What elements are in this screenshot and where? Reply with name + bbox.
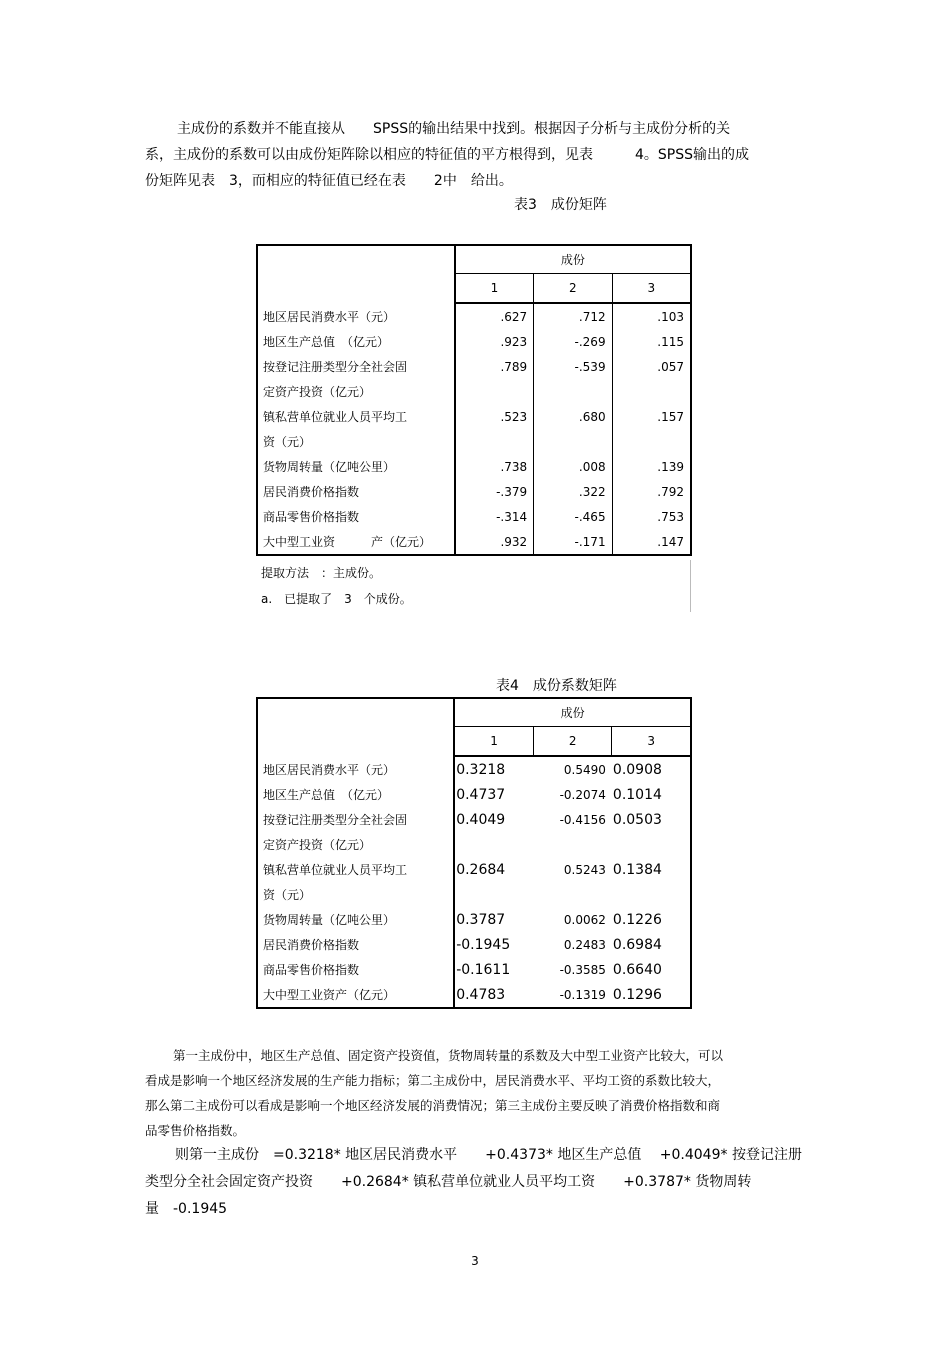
value-cell: 0.5243 — [563, 862, 606, 877]
value-cell: .157 — [657, 409, 684, 424]
page-number: 3 — [471, 1254, 479, 1268]
row-label: 镇私营单位就业人员平均工 — [257, 857, 454, 882]
table-row — [257, 832, 691, 857]
table4-group-header: 成份 — [454, 698, 691, 727]
value-cell: .789 — [455, 354, 534, 379]
value-cell — [455, 429, 534, 454]
value-cell: -.314 — [455, 504, 534, 529]
value-cell: .792 — [657, 484, 684, 499]
table-row — [257, 303, 691, 329]
value-cell: .057 — [657, 359, 684, 374]
value-cell — [534, 379, 612, 404]
row-label: 定资产投资（亿元） — [257, 379, 455, 404]
table-row — [257, 756, 691, 782]
intro-line-1: 主成份的系数并不能直接从 SPSS的输出结果中找到。根据因子分析与主成份分析的关 — [177, 121, 731, 137]
value-cell: 0.4783 — [456, 986, 506, 1003]
value-cell: -.379 — [455, 479, 534, 504]
value-cell: -0.3585 — [559, 962, 606, 977]
value-cell: 0.0503 — [612, 811, 662, 828]
value-cell: -.465 — [534, 504, 612, 529]
row-label: 定资产投资（亿元） — [257, 832, 454, 857]
intro-line-2: 系，主成份的系数可以由成份矩阵除以相应的特征值的平方根得到，见表 4。SPSS输出的成 — [145, 147, 750, 163]
value-cell: -0.1319 — [559, 987, 606, 1002]
value-cell — [454, 832, 533, 857]
value-cell: .322 — [534, 479, 612, 504]
row-label: 资（元） — [257, 429, 455, 454]
row-label: 地区居民消费水平（元） — [257, 756, 454, 782]
row-label: 居民消费价格指数 — [257, 479, 455, 504]
component-coefficient-table — [256, 697, 692, 1009]
table4-col-header: 2 — [533, 727, 612, 757]
value-cell: 0.4737 — [456, 786, 506, 803]
row-label: 地区生产总值 （亿元） — [257, 782, 454, 807]
table3-footnotes — [256, 560, 691, 612]
value-cell: .008 — [534, 454, 612, 479]
row-label: 地区居民消费水平（元） — [257, 303, 455, 329]
value-cell — [533, 832, 612, 857]
table-row — [257, 782, 691, 807]
analysis-line-3: 那么第二主成份可以看成是影响一个地区经济发展的消费情况；第三主成份主要反映了消费价格指数和商 — [145, 1098, 721, 1113]
table4-group-header-row — [257, 698, 691, 727]
table3-footnote-method: 提取方法 ：主成份。 — [261, 566, 382, 580]
value-cell: .523 — [455, 404, 534, 429]
table-row — [257, 479, 691, 504]
value-cell: .932 — [455, 529, 534, 555]
formula-paragraph — [145, 1142, 815, 1223]
value-cell: -0.2074 — [559, 787, 606, 802]
row-label: 资（元） — [257, 882, 454, 907]
value-cell — [533, 882, 612, 907]
value-cell: -0.1611 — [456, 961, 511, 978]
value-cell: -.171 — [534, 529, 612, 555]
analysis-line-1: 第一主成份中，地区生产总值、固定资产投资值，货物周转量的系数及大中型工业资产比较大，可以 — [173, 1048, 724, 1063]
analysis-line-2: 看成是影响一个地区经济发展的生产能力指标；第二主成份中，居民消费水平、平均工资的系数比较大， — [145, 1073, 721, 1088]
analysis-line-4: 品零售价格指数。 — [145, 1123, 246, 1138]
table4-body — [257, 756, 691, 1008]
value-cell: .627 — [455, 303, 534, 329]
table3-body — [257, 303, 691, 555]
value-cell: 0.4049 — [456, 811, 506, 828]
row-label: 大中型工业资 产（亿元） — [257, 529, 455, 555]
table-row — [257, 907, 691, 932]
value-cell: 0.5490 — [563, 762, 606, 777]
table4-corner-cell — [257, 698, 454, 756]
table-row — [257, 404, 691, 429]
table3-group-header: 成份 — [455, 245, 691, 274]
table-row — [257, 454, 691, 479]
value-cell: .139 — [657, 459, 684, 474]
table-row — [257, 807, 691, 832]
intro-line-3: 份矩阵见表 3，而相应的特征值已经在表 2中 给出。 — [145, 173, 513, 189]
value-cell: 0.1014 — [612, 786, 662, 803]
value-cell: 0.1226 — [612, 911, 662, 928]
table-row — [257, 504, 691, 529]
value-cell — [534, 429, 612, 454]
row-label: 货物周转量（亿吨公里） — [257, 907, 454, 932]
row-label: 按登记注册类型分全社会固 — [257, 354, 455, 379]
table-row — [257, 354, 691, 379]
value-cell: -0.4156 — [559, 812, 606, 827]
value-cell: 0.6984 — [612, 936, 662, 953]
value-cell: .712 — [534, 303, 612, 329]
value-cell: .103 — [657, 309, 684, 324]
row-label: 居民消费价格指数 — [257, 932, 454, 957]
value-cell: 0.3218 — [456, 761, 506, 778]
table3-col-header: 1 — [455, 274, 534, 304]
value-cell — [612, 429, 691, 454]
value-cell: 0.2483 — [563, 937, 606, 952]
formula-line-2: 类型分全社会固定资产投资 +0.2684* 镇私营单位就业人员平均工资 +0.3787* 货物周转量 -0.1945 — [145, 1174, 752, 1217]
table4-caption: 表4 成份系数矩阵 — [496, 678, 617, 694]
table3-footnote-a: a. 已提取了 3 个成份。 — [261, 592, 412, 606]
table-row — [257, 429, 691, 454]
table-row — [257, 982, 691, 1008]
table3-col-header: 2 — [534, 274, 612, 304]
row-label: 按登记注册类型分全社会固 — [257, 807, 454, 832]
row-label: 货物周转量（亿吨公里） — [257, 454, 455, 479]
table4-col-header: 1 — [454, 727, 533, 757]
value-cell — [612, 882, 691, 907]
row-label: 镇私营单位就业人员平均工 — [257, 404, 455, 429]
table-row — [257, 882, 691, 907]
value-cell: 0.2684 — [456, 861, 506, 878]
value-cell: 0.6640 — [612, 961, 662, 978]
value-cell: 0.0908 — [612, 761, 662, 778]
table-row — [257, 379, 691, 404]
formula-line-1: 则第一主成份 =0.3218* 地区居民消费水平 +0.4373* 地区生产总值 +0.4049* 按登记注册 — [175, 1147, 802, 1163]
value-cell: 0.3787 — [456, 911, 506, 928]
table-row — [257, 529, 691, 555]
value-cell: .680 — [534, 404, 612, 429]
value-cell — [612, 832, 691, 857]
table-row — [257, 957, 691, 982]
value-cell — [612, 379, 691, 404]
table3-col-header: 3 — [612, 274, 691, 304]
value-cell: .115 — [657, 334, 684, 349]
table3-corner-cell — [257, 245, 455, 303]
table-row — [257, 329, 691, 354]
row-label: 商品零售价格指数 — [257, 504, 455, 529]
value-cell: -0.1945 — [456, 936, 511, 953]
table-row — [257, 932, 691, 957]
value-cell: 0.0062 — [563, 912, 606, 927]
value-cell: .738 — [455, 454, 534, 479]
value-cell: 0.1296 — [612, 986, 662, 1003]
value-cell: .923 — [455, 329, 534, 354]
component-matrix-table — [256, 244, 692, 556]
table3-group-header-row — [257, 245, 691, 274]
row-label: 大中型工业资产（亿元） — [257, 982, 454, 1008]
row-label: 地区生产总值 （亿元） — [257, 329, 455, 354]
row-label: 商品零售价格指数 — [257, 957, 454, 982]
value-cell: .753 — [657, 509, 684, 524]
value-cell: 0.1384 — [612, 861, 662, 878]
table-row — [257, 857, 691, 882]
value-cell — [454, 882, 533, 907]
analysis-paragraph — [145, 1043, 745, 1143]
table4-col-header: 3 — [612, 727, 691, 757]
value-cell: -.539 — [534, 354, 612, 379]
value-cell: -.269 — [534, 329, 612, 354]
intro-paragraph — [145, 116, 805, 194]
value-cell: .147 — [657, 534, 684, 549]
value-cell — [455, 379, 534, 404]
table3-caption: 表3 成份矩阵 — [514, 197, 607, 213]
